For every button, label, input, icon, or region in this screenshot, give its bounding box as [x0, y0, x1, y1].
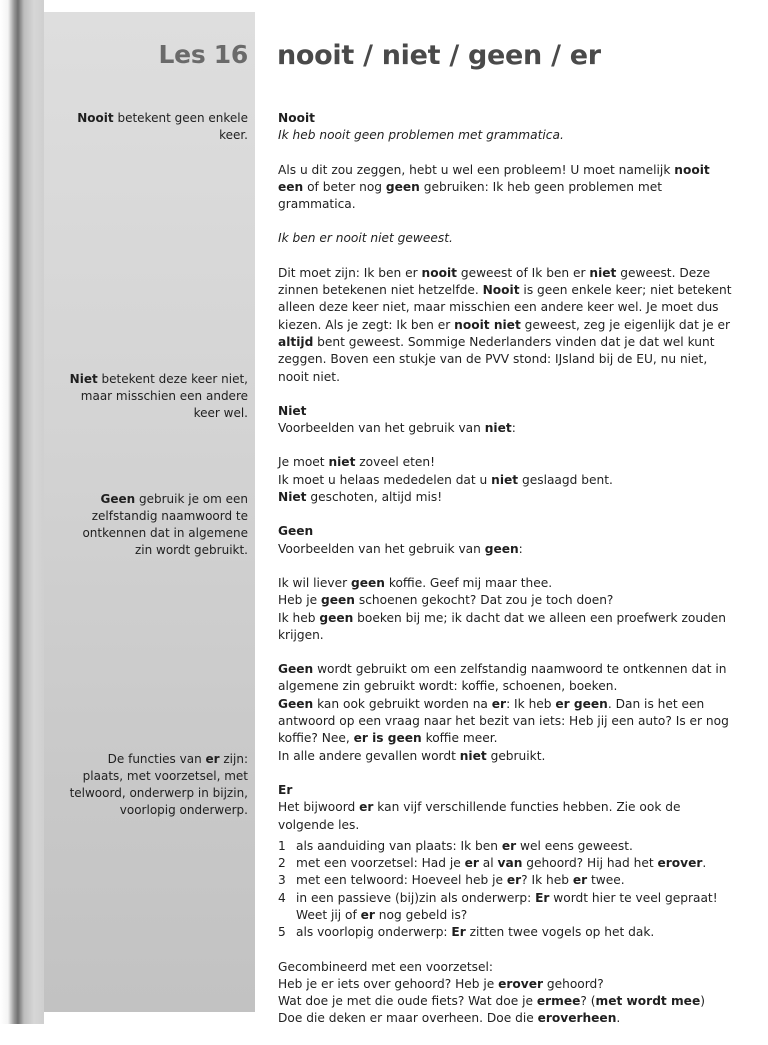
section-title-geen: Geen [278, 524, 314, 539]
example-sentence: Ik heb nooit geen problemen met grammatica. [278, 128, 564, 143]
section-intro: Voorbeelden van het gebruik van geen: [278, 541, 523, 556]
paragraph-line: Geen kan ook gebruikt worden na er: Ik heb er geen. Dan is het een antwoord op een vraag naar het bezit van iets: Heb jij een auto? Is er nog koffie? Nee, er is geen koffie meer. [278, 696, 729, 746]
example-sentence: Niet geschoten, altijd mis! [278, 490, 443, 505]
example-sentence: Doe die deken er maar overheen. Doe die eroverheen. [278, 1011, 621, 1026]
list-item [278, 890, 736, 925]
section-niet [278, 403, 736, 438]
paragraph: Als u dit zou zeggen, hebt u wel een probleem! U moet namelijk nooit een of beter nog geen gebruiken: Ik heb geen problemen met grammatica. [278, 162, 710, 212]
list-number: 4 [278, 890, 286, 905]
list-number: 3 [278, 873, 286, 888]
section-geen [278, 523, 736, 558]
page-binding-edge [0, 0, 44, 1024]
paragraph-line: In alle andere gevallen wordt niet gebruikt. [278, 748, 546, 763]
paragraph-line: Geen wordt gebruikt om een zelfstandig naamwoord te ontkennen dat in algemene zin gebruikt wordt: koffie, schoenen, boeken. [278, 662, 727, 694]
combined-examples [278, 959, 736, 1028]
example-sentence: Ik wil liever geen koffie. Geef mij maar thee. [278, 575, 553, 590]
list-text: als aanduiding van plaats: Ik ben er wel eens geweest. [296, 838, 633, 853]
list-item [278, 838, 736, 855]
list-text: met een telwoord: Hoeveel heb je er? Ik heb er twee. [296, 873, 625, 888]
example-sentence: Ik moet u helaas mededelen dat u niet geslaagd bent. [278, 472, 613, 487]
section-title-nooit: Nooit [278, 111, 315, 125]
example-sentence: Heb je geen schoenen gekocht? Dat zou je toch doen? [278, 593, 614, 608]
paragraph-line: Gecombineerd met een voorzetsel: [278, 959, 493, 974]
list-item [278, 855, 736, 872]
list-text: als voorlopig onderwerp: Er zitten twee vogels op het dak. [296, 925, 655, 940]
example-sentence: Heb je er iets over gehoord? Heb je erover gehoord? [278, 976, 604, 991]
example-sentence: Wat doe je met die oude fiets? Wat doe je ermee? (met wordt mee) [278, 994, 705, 1009]
margin-note-niet: Niet betekent deze keer niet, maar misschien een andere keer wel. [69, 372, 248, 420]
section-title-er: Er [278, 782, 293, 797]
example-sentence: Je moet niet zoveel eten! [278, 455, 435, 470]
example-list-niet [278, 454, 736, 506]
list-number: 5 [278, 925, 286, 940]
example-sentence: Ik ben er nooit niet geweest. [278, 231, 453, 246]
list-text: in een passieve (bij)zin als onderwerp: Er wordt hier te veel gepraat! Weet jij of er nog gebeld is? [296, 890, 718, 922]
list-number: 2 [278, 856, 286, 871]
list-text: met een voorzetsel: Had je er al van gehoord? Hij had het erover. [296, 856, 707, 871]
section-er [278, 782, 736, 834]
paragraph: Dit moet zijn: Ik ben er nooit geweest of Ik ben er niet geweest. Deze zinnen betekenen niet hetzelfde. Nooit is geen enkele keer; niet betekent alleen deze keer niet, maar misschien een andere keer wel. Je moet dus kiezen. Als je zegt: Ik ben er nooit niet geweest, zeg je eigenlijk dat je er altijd bent geweest. Sommige Nederlanders vinden dat je dat wel kunt zeggen. Boven een stukje van de PVV stond: IJsland bij de EU, nu niet, nooit niet. [278, 265, 732, 384]
page-title: nooit / niet / geen / er [277, 40, 601, 71]
margin-note-geen: Geen gebruik je om een zelfstandig naamwoord te ontkennen dat in algemene zin wordt gebruikt. [82, 492, 248, 557]
section-nooit [278, 110, 736, 145]
list-item [278, 924, 736, 941]
main-content [278, 110, 736, 1045]
example-list-geen [278, 575, 736, 644]
section-intro: Voorbeelden van het gebruik van niet: [278, 421, 516, 436]
functions-list [278, 838, 736, 942]
margin-note-er: De functies van er zijn: plaats, met voorzetsel, met telwoord, onderwerp in bijzin, voorlopig onderwerp. [69, 752, 248, 817]
lesson-number: Les 16 [158, 40, 248, 69]
example-sentence: Ik heb geen boeken bij me; ik dacht dat we alleen een proefwerk zouden krijgen. [278, 610, 726, 642]
explanation-geen [278, 661, 736, 765]
margin-note-nooit: Nooit betekent geen enkele keer. [77, 111, 248, 142]
list-number: 1 [278, 838, 286, 853]
section-title-niet: Niet [278, 403, 307, 418]
list-item [278, 872, 736, 889]
section-intro: Het bijwoord er kan vijf verschillende functies hebben. Zie ook de volgende les. [278, 800, 681, 832]
